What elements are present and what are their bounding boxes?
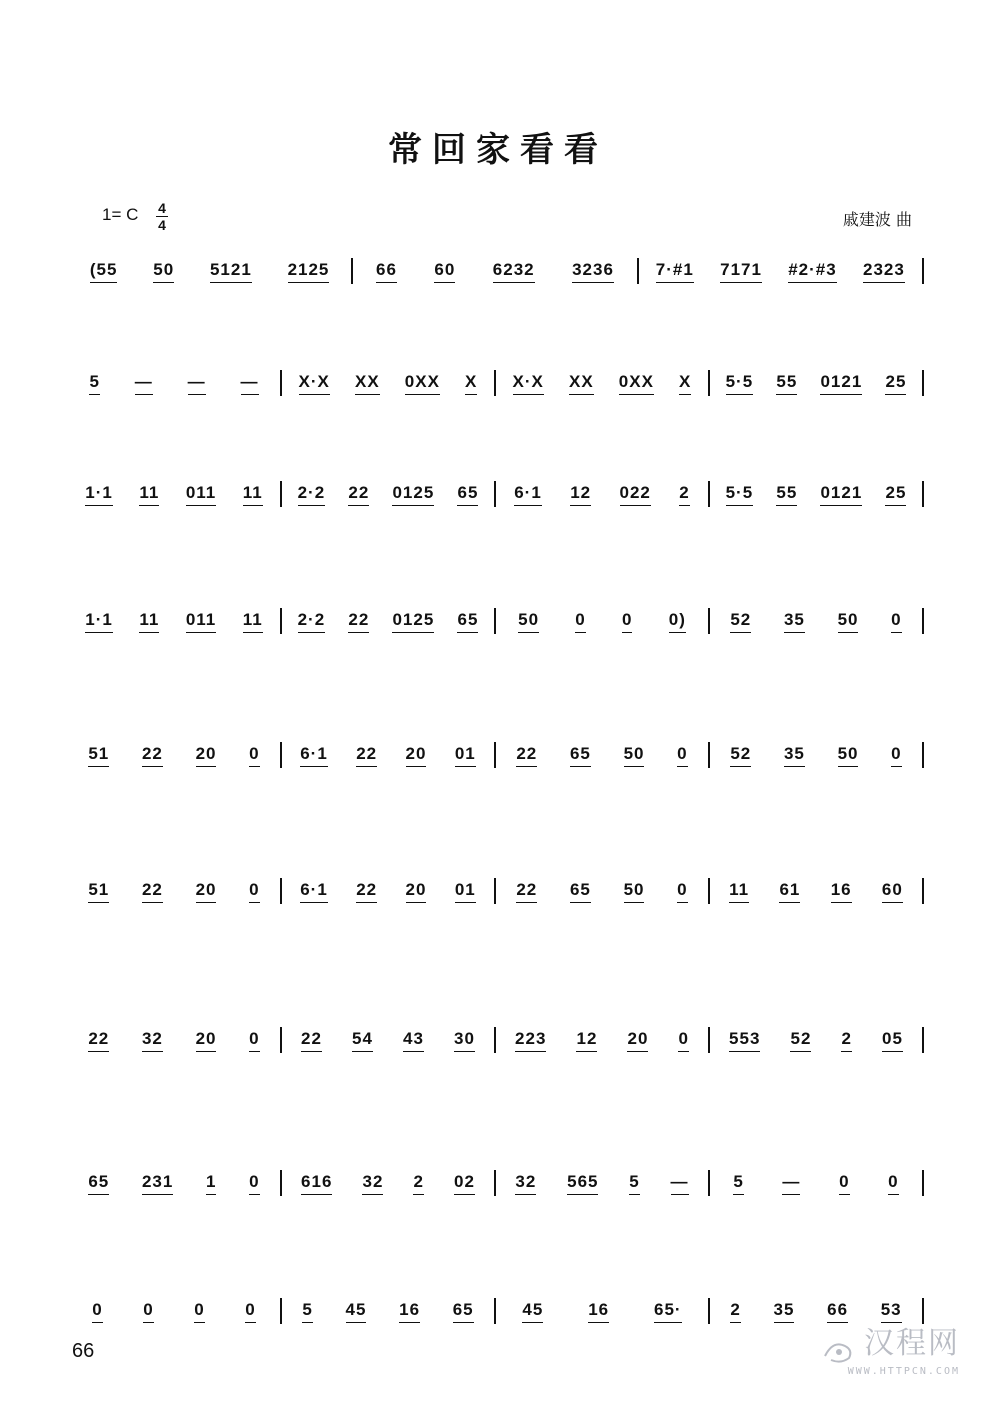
- watermark-logo-icon: [819, 1332, 859, 1366]
- measure: [282, 1029, 494, 1052]
- note-group: XX: [355, 372, 380, 395]
- note-group: 66: [827, 1300, 848, 1323]
- note-group: 1: [206, 1172, 216, 1195]
- note-group: 231: [142, 1172, 173, 1195]
- note-group: 35: [774, 1300, 795, 1323]
- score-line: [68, 256, 924, 286]
- measure: [68, 483, 280, 506]
- note-group: 2125: [288, 260, 330, 283]
- note-group: 553: [729, 1029, 760, 1052]
- note-group: 30: [454, 1029, 475, 1052]
- note-group: 35: [784, 610, 805, 633]
- song-title: 常回家看看: [388, 130, 608, 170]
- note-group: 011: [186, 483, 216, 506]
- note-group: 2: [413, 1172, 423, 1195]
- note-group: 45: [346, 1300, 367, 1323]
- measure: [496, 744, 708, 767]
- note-group: 0XX: [619, 372, 654, 395]
- note-group: 16: [831, 880, 852, 903]
- measure: [282, 744, 494, 767]
- note-group: 11: [243, 610, 263, 633]
- note-group: 0: [249, 1029, 259, 1052]
- note-group: 1·1: [85, 610, 113, 633]
- measure: [496, 1300, 708, 1323]
- note-group: 0: [888, 1172, 898, 1195]
- measure: [282, 372, 494, 395]
- note-group: 565: [567, 1172, 598, 1195]
- note-group: 60: [434, 260, 455, 283]
- note-group: 55: [776, 483, 797, 506]
- note-group: 51: [88, 744, 109, 767]
- note-group: 0XX: [405, 372, 440, 395]
- note-group: 02: [454, 1172, 475, 1195]
- note-group: 5·5: [726, 483, 754, 506]
- note-group: 11: [729, 880, 749, 903]
- note-group: 5: [733, 1172, 743, 1195]
- note-group: 01: [455, 744, 476, 767]
- measure: [282, 610, 494, 633]
- note-group: 45: [522, 1300, 543, 1323]
- note-group: 20: [196, 744, 217, 767]
- measure: [68, 880, 280, 903]
- note-group: 25: [885, 372, 906, 395]
- note-group: 0: [249, 880, 259, 903]
- time-signature: [155, 200, 169, 233]
- note-group: 53: [881, 1300, 902, 1323]
- bar-line: [922, 481, 924, 507]
- note-group: 6·1: [300, 880, 328, 903]
- note-group: 0: [622, 610, 632, 633]
- note-group: 0: [677, 744, 687, 767]
- note-group: 011: [186, 610, 216, 633]
- score-line: [68, 1168, 924, 1198]
- measure: [68, 260, 351, 283]
- note-group: 54: [352, 1029, 373, 1052]
- note-group: 50: [518, 610, 539, 633]
- note-group: 01: [455, 880, 476, 903]
- note-group: 11: [139, 610, 159, 633]
- note-group: 20: [627, 1029, 648, 1052]
- note-group: 5: [302, 1300, 312, 1323]
- measure: [68, 610, 280, 633]
- note-group: 0: [194, 1300, 204, 1323]
- measure: [353, 260, 636, 283]
- note-group: 0: [143, 1300, 153, 1323]
- score-line: [68, 876, 924, 906]
- note-group: X·X: [513, 372, 544, 395]
- note-group: 22: [142, 744, 163, 767]
- note-group: —: [135, 372, 153, 395]
- note-group: 51: [88, 880, 109, 903]
- note-group: 7171: [720, 260, 762, 283]
- note-group: 50: [153, 260, 174, 283]
- note-group: 65·: [654, 1300, 682, 1323]
- note-group: 55: [776, 372, 797, 395]
- note-group: 2: [730, 1300, 740, 1323]
- bar-line: [922, 742, 924, 768]
- bar-line: [922, 370, 924, 396]
- measure: [496, 610, 708, 633]
- note-group: 0: [677, 880, 687, 903]
- note-group: 1·1: [85, 483, 113, 506]
- note-group: 11: [139, 483, 159, 506]
- measure: [710, 372, 922, 395]
- note-group: 32: [142, 1029, 163, 1052]
- note-group: 12: [576, 1029, 597, 1052]
- note-group: 7·#1: [656, 260, 694, 283]
- note-group: 2323: [863, 260, 905, 283]
- measure: [496, 372, 708, 395]
- note-group: #2·#3: [788, 260, 836, 283]
- bar-line: [922, 608, 924, 634]
- note-group: 6·1: [514, 483, 542, 506]
- note-group: 65: [570, 744, 591, 767]
- note-group: 05: [882, 1029, 903, 1052]
- measure: [68, 744, 280, 767]
- note-group: 50: [838, 744, 859, 767]
- note-group: 616: [301, 1172, 332, 1195]
- note-group: 65: [453, 1300, 474, 1323]
- bar-line: [922, 1027, 924, 1053]
- note-group: —: [188, 372, 206, 395]
- note-group: 0: [249, 744, 259, 767]
- measure: [282, 483, 494, 506]
- note-group: 50: [838, 610, 859, 633]
- note-group: 20: [196, 1029, 217, 1052]
- note-group: (55: [90, 260, 118, 283]
- score-line: [68, 368, 924, 398]
- measure: [710, 1029, 922, 1052]
- measure: [710, 1172, 922, 1195]
- note-group: 22: [516, 744, 537, 767]
- note-group: —: [782, 1172, 800, 1195]
- measure: [496, 1172, 708, 1195]
- note-group: 16: [399, 1300, 420, 1323]
- note-group: 5121: [210, 260, 252, 283]
- note-group: 6232: [493, 260, 535, 283]
- note-group: 43: [403, 1029, 424, 1052]
- note-group: 5·5: [726, 372, 754, 395]
- measure: [496, 1029, 708, 1052]
- note-group: —: [671, 1172, 689, 1195]
- time-signature-top: 4: [158, 200, 166, 216]
- measure: [710, 744, 922, 767]
- note-group: 60: [882, 880, 903, 903]
- measure: [68, 1029, 280, 1052]
- note-group: 22: [356, 744, 377, 767]
- note-group: 0: [678, 1029, 688, 1052]
- note-group: 0: [891, 610, 901, 633]
- measure: [68, 372, 280, 395]
- note-group: 0: [92, 1300, 102, 1323]
- key-signature: 1= C: [102, 205, 139, 224]
- measure: [282, 880, 494, 903]
- watermark-logo-text: 汉程网: [864, 1326, 960, 1361]
- measure: [710, 483, 922, 506]
- note-group: 0125: [392, 483, 434, 506]
- note-group: —: [241, 372, 259, 395]
- note-group: 0125: [392, 610, 434, 633]
- note-group: 22: [348, 483, 369, 506]
- note-group: 3236: [572, 260, 614, 283]
- note-group: 32: [362, 1172, 383, 1195]
- score-line: [68, 1025, 924, 1055]
- note-group: 5: [89, 372, 99, 395]
- note-group: 61: [779, 880, 800, 903]
- measure: [68, 1300, 280, 1323]
- note-group: 65: [457, 483, 478, 506]
- note-group: 20: [406, 744, 427, 767]
- note-group: 50: [624, 744, 645, 767]
- note-group: 20: [406, 880, 427, 903]
- note-group: 65: [457, 610, 478, 633]
- note-group: 32: [515, 1172, 536, 1195]
- note-group: 0): [669, 610, 686, 633]
- note-group: 022: [620, 483, 651, 506]
- note-group: 22: [356, 880, 377, 903]
- note-group: X: [465, 372, 477, 395]
- note-group: 65: [570, 880, 591, 903]
- note-group: 52: [730, 610, 751, 633]
- note-group: 223: [515, 1029, 546, 1052]
- note-group: 16: [588, 1300, 609, 1323]
- note-group: 5: [629, 1172, 639, 1195]
- note-group: 0121: [820, 372, 862, 395]
- score-line: [68, 606, 924, 636]
- note-group: 11: [243, 483, 263, 506]
- note-group: XX: [569, 372, 594, 395]
- note-group: 6·1: [300, 744, 328, 767]
- score-line: [68, 740, 924, 770]
- note-group: 12: [570, 483, 591, 506]
- note-group: 22: [142, 880, 163, 903]
- measure: [496, 483, 708, 506]
- measure: [710, 880, 922, 903]
- note-group: 35: [784, 744, 805, 767]
- watermark: [819, 1318, 960, 1377]
- note-group: 25: [885, 483, 906, 506]
- measure: [639, 260, 922, 283]
- measure: [496, 880, 708, 903]
- note-group: 0: [575, 610, 585, 633]
- measure: [282, 1300, 494, 1323]
- page-number: 66: [72, 1340, 95, 1362]
- score-line: [68, 1296, 924, 1326]
- note-group: 0: [249, 1172, 259, 1195]
- score-line: [68, 479, 924, 509]
- note-group: 22: [301, 1029, 322, 1052]
- note-group: 50: [624, 880, 645, 903]
- note-group: 2: [679, 483, 689, 506]
- note-group: 52: [730, 744, 751, 767]
- note-group: X·X: [299, 372, 330, 395]
- bar-line: [922, 878, 924, 904]
- note-group: X: [679, 372, 691, 395]
- measure: [282, 1172, 494, 1195]
- measure: [68, 1172, 280, 1195]
- measure: [710, 610, 922, 633]
- note-group: 22: [88, 1029, 109, 1052]
- note-group: 0: [839, 1172, 849, 1195]
- bar-line: [922, 258, 924, 284]
- note-group: 22: [516, 880, 537, 903]
- composer-credit: 戚建波 曲: [842, 210, 912, 229]
- note-group: 2·2: [298, 483, 326, 506]
- note-group: 20: [196, 880, 217, 903]
- note-group: 22: [348, 610, 369, 633]
- note-group: 0: [245, 1300, 255, 1323]
- note-group: 2·2: [298, 610, 326, 633]
- note-group: 66: [376, 260, 397, 283]
- note-group: 52: [790, 1029, 811, 1052]
- note-group: 2: [841, 1029, 851, 1052]
- bar-line: [922, 1170, 924, 1196]
- time-signature-bottom: 4: [158, 217, 166, 233]
- note-group: 0: [891, 744, 901, 767]
- note-group: 0121: [820, 483, 862, 506]
- note-group: 65: [88, 1172, 109, 1195]
- watermark-url: WWW.HTTPCN.COM: [847, 1365, 960, 1377]
